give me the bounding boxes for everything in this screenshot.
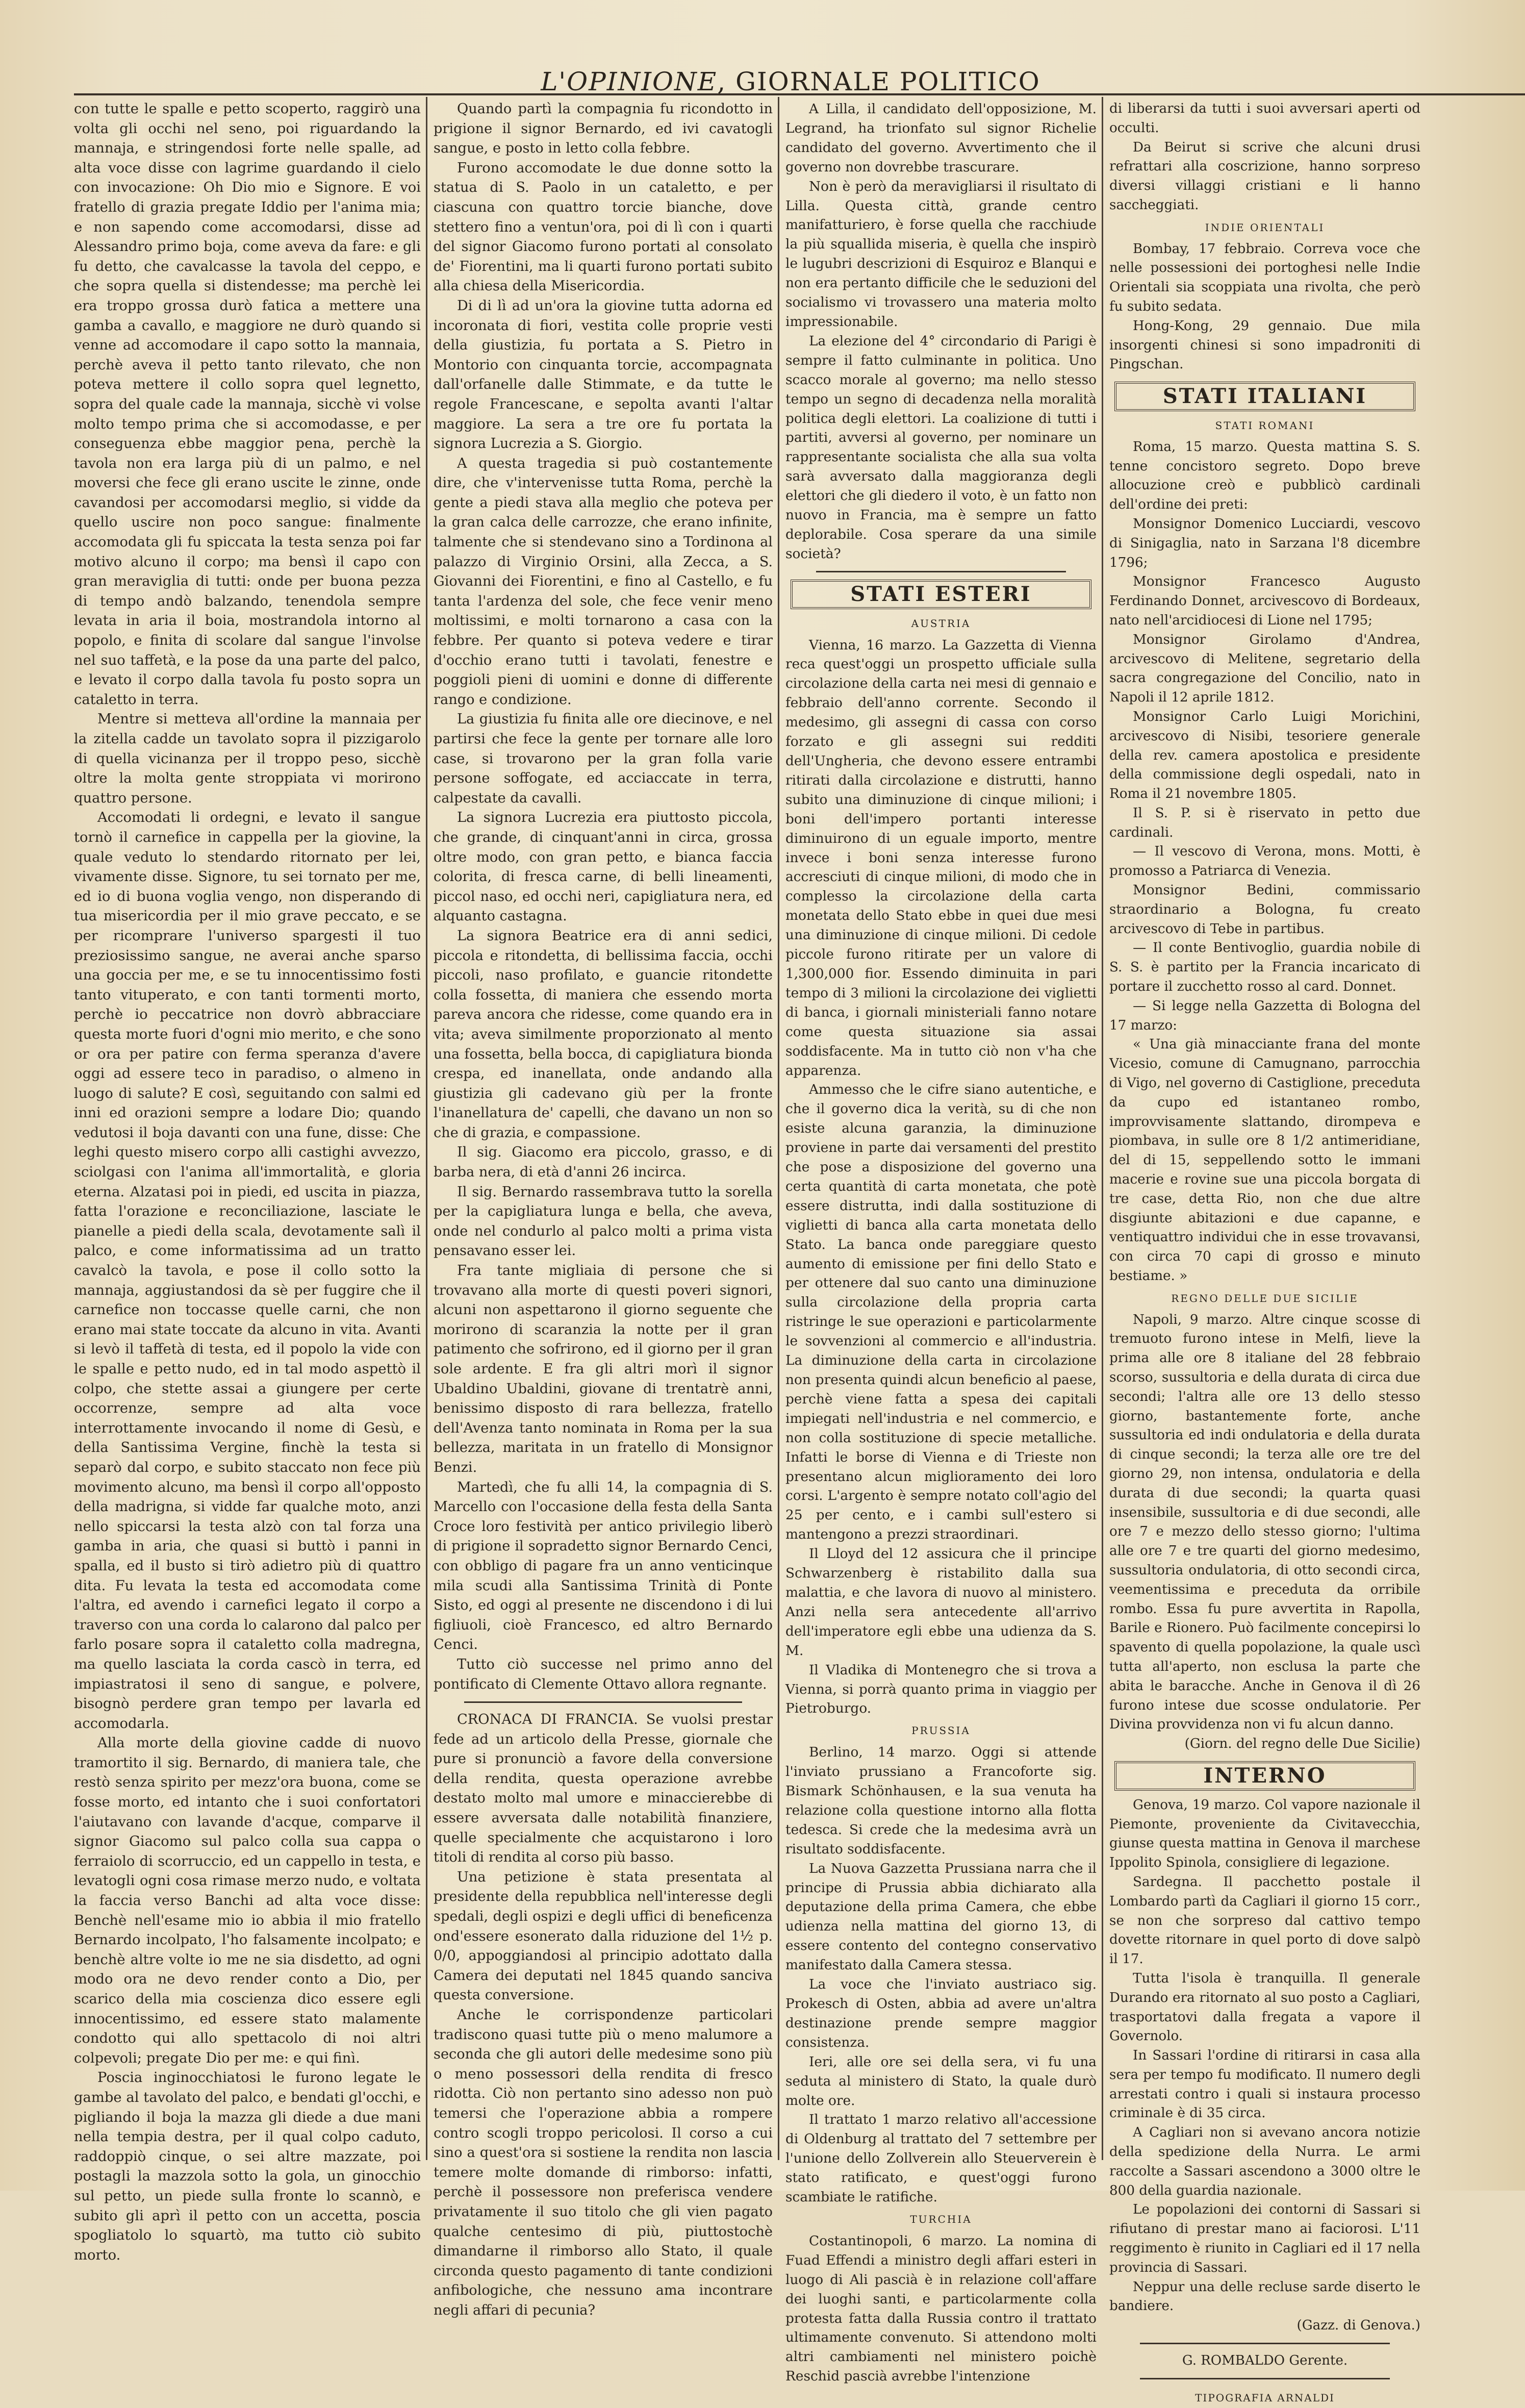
source-credit: (Giorn. del regno delle Due Sicilie) — [1184, 1736, 1420, 1752]
paragraph: Il sig. Giacomo era piccolo, grasso, e di barba nera, di età d'anni 26 incirca. — [434, 1144, 773, 1181]
paragraph: Il Lloyd del 12 assicura che il principe Schwarzenberg è ristabilito dalla sua malattia, e che lavora di nuovo al ministero. Anzi nella sera antecedente all'arrivo dell'imperatore egli ebbe una udienza da S. M. — [785, 1546, 1097, 1659]
paragraph: La elezione del 4° circondario di Parigi è sempre il fatto culminante in politica. Uno scacco morale al governo; ma nello stesso tempo un segno di decadenza nella moralità politica degli elettori. La coalizione di tutti i partiti, avversi al governo, per nominare un rappresentante socialista che alla sua volta sarà avversato dalla maggioranza degli elettori che gli diedero il voto, è un fatto non nuovo in Francia, ma è sempre un fatto deplorabile. Cosa sperare da una simile società? — [785, 333, 1097, 562]
paragraph: Di di lì ad un'ora la giovine tutta adorna ed incoronata di fiori, vestita colle proprie vesti della giustizia, fu portata a S. Pietro in Montorio con cinquanta torcie, accompagnata dall'orfanelle dalle Stimmate, e da tutte le regole Francescane, e sepolta avanti l'altar maggiore. La sera a tre ore fu portata la signora Lucrezia a S. Giorgio. — [434, 297, 773, 452]
paragraph: Martedì, che fu alli 14, la compagnia di S. Marcello con l'occasione della festa della Santa Croce loro festività per antico privilegio liberò di prigione il sopradetto signor Bernardo Cenci, con obbligo di pagare fra un anno venticinque mila scudi alla Santissima Trinità di Ponte Sisto, ed oggi al presente ne discendono i di lui figliuoli, cioè Francesco, ed altro Bernardo Cenci. — [434, 1479, 773, 1653]
paragraph: In Sassari l'ordine di ritirarsi in casa alla sera per tempo fu modificato. Il numero degli arrestati contro i quali si instaura processo criminale è di 35 circa. — [1109, 2048, 1420, 2121]
paragraph: Una petizione è stata presentata al presidente della repubblica nell'interesse degli spedali, degli ospizi e degli uffici di beneficenza ond'essere esonerato dalla riduzione del 1½ p. 0/0, appoggiandosi al principio adottato dalla Camera dei deputati nel 1845 quando sanciva questa conversione. — [434, 1869, 773, 2003]
subhead-stati-romani: STATI ROMANI — [1215, 419, 1315, 432]
paragraph: Furono accomodate le due donne sotto la statua di S. Paolo in un cataletto, e per ciascuna con quattro torcie bianche, dove stettero fino a ventun'ora, poi di lì con i quarti del signor Giacomo furono portati al consolato de' Fiorentini, ma li quarti furono portati subito alla chiesa della Misericordia. — [434, 160, 773, 294]
section-banner-interno: INTERNO — [1114, 1761, 1415, 1791]
header-rule — [74, 93, 1525, 95]
paragraph: Ieri, alle ore sei della sera, vi fu una seduta al ministero di Stato, la quale durò molte ore. — [785, 2053, 1097, 2109]
paragraph: Il trattato 1 marzo relativo all'accessione di Oldenburg al trattato del 7 settembre per l'unione dello Zollverein allo Steuerverein è stato ratificato, e quest'oggi furono scambiate le ratifiche. — [785, 2112, 1097, 2205]
subhead-due-sicilie: REGNO DELLE DUE SICILIE — [1171, 1292, 1359, 1305]
section-divider — [816, 571, 1066, 572]
paragraph: Hong-Kong, 29 gennaio. Due mila insorgenti chinesi si sono impadroniti di Pingschan. — [1109, 318, 1420, 372]
paragraph: — Il conte Bentivoglio, guardia nobile di S. S. è partito per la Francia incaricato di portare il zucchetto rosso al card. Donnet. — [1109, 940, 1420, 995]
tipografia-imprint: TIPOGRAFIA ARNALDI — [1195, 2391, 1335, 2404]
paragraph: Genova, 19 marzo. Col vapore nazionale il Piemonte, proveniente da Civitavecchia, giunse questa mattina in Genova il marchese Ippolito Spinola, consigliere di legazione. — [1109, 1797, 1420, 1871]
paragraph: CRONACA DI FRANCIA. Se vuolsi prestar fede ad un articolo della Presse, giornale che pure si pronunciò a favore della conversione della rendita, questa operazione avrebbe destato molto mal umore e minaccierebbe di essere avversata dalle notabilità finanziere, quelle specialmente che acquistarono i loro titoli di rendita al corso più basso. — [434, 1712, 773, 1866]
masthead-subtitle: , GIORNALE POLITICO — [717, 67, 1040, 96]
paragraph: Monsignor Bedini, commissario straordinario a Bologna, fu creato arcivescovo di Tebe in partibus. — [1109, 883, 1420, 937]
column-separator — [778, 97, 779, 2160]
column-2 — [434, 99, 773, 2318]
section-banner-stati-esteri: STATI ESTERI — [791, 580, 1091, 609]
paragraph: Anche le corrispondenze particolari tradiscono quasi tutte più o meno malumore a seconda che gli autori delle medesime sono più o meno possessori della rendita di fresco ridotta. Ciò non pertanto sino adesso non può temersi che l'operazione abbia a rompere contro scogli troppo pericolosi. Il corso a cui sino a quest'ora si sostiene la rendita non lascia temere molte domande di rimborso: infatti, perchè il possessore non preferisca vendere privatamente il suo titolo che gli vien pagato qualche centesimo di più, piuttostochè dimandarne il rimborso allo Stato, il quale circonda questo pagamento di tante condizioni anfibologiche, che nessuno ama incontrare negli affari di pecunia? — [434, 2007, 773, 2318]
paragraph: Poscia inginocchiatosi le furono legate le gambe al tavolato del palco, e bendati gl'occhi, e pigliando il boja la mazza gli diede a due mani nella tempia destra, per il qual colpo caduto, raddoppiò cinque, o sei altre mazzate, poi postagli la mazzola sotto la gola, un ginocchio sul petto, un piede sulla fronte lo scannò, e subito gli aprì il petto con un accetta, poscia spogliatolo lo squartò, ma tutto ciò subito morto. — [74, 2070, 421, 2263]
column-separator — [1102, 97, 1103, 2160]
source-credit: (Gazz. di Genova.) — [1297, 2318, 1420, 2334]
subhead-austria: AUSTRIA — [911, 617, 971, 630]
paragraph: Roma, 15 marzo. Questa mattina S. S. tenne concistoro segreto. Dopo breve allocuzione creò e pubblicò cardinali dell'ordine dei preti: — [1109, 439, 1420, 513]
subhead-turchia: TURCHIA — [910, 2213, 972, 2225]
paragraph: Alla morte della giovine cadde di nuovo tramortito il sig. Bernardo, di maniera tale, che restò senza spirito per mezz'ora buona, come se fosse morto, ed intanto che i suoi confortatori l'aiutavano con lavande d'acque, comparve il signor Giacomo sul palco colla sua cappa o ferraiolo di scorruccio, ed un cappello in testa, e levatogli ogni cosa rimase merzo nudo, e voltata la faccia verso Banchi ad alta voce disse: Benchè nell'esame mio io abbia il mio fratello Bernardo incolpato, l'ho falsamente incolpato; e benchè altre volte io me ne sia disdetto, ad ogni modo ora ne devo render conto a Dio, per scarico della mia coscienza dico essere egli innocentissimo, ed essere stato malamente condotto qui allo spettacolo di noi altri colpevoli; pregate Dio per me: e qui finì. — [74, 1735, 421, 2066]
paragraph: Monsignor Francesco Augusto Ferdinando Donnet, arcivescovo di Bordeaux, nato nell'arcidiocesi di Lione nel 1795; — [1109, 574, 1420, 628]
paragraph: Il sig. Bernardo rassembrava tutto la sorella per la capigliatura lunga e bella, che aveva, onde nel condurlo al palco molti a prima vista pensavano esser lei. — [434, 1184, 773, 1259]
paragraph: Neppur una delle recluse sarde diserto le bandiere. — [1109, 2279, 1420, 2314]
paragraph: Quando partì la compagnia fu ricondotto in prigione il signor Bernardo, ed ivi cavatogli sangue, e posto in letto colla febbre. — [434, 101, 773, 157]
paragraph: — Il vescovo di Verona, mons. Motti, è promosso a Patriarca di Venezia. — [1109, 844, 1420, 879]
section-banner-stati-italiani: STATI ITALIANI — [1114, 382, 1415, 411]
section-divider — [1140, 2343, 1390, 2344]
subhead-prussia: PRUSSIA — [911, 1724, 971, 1737]
paragraph: La Nuova Gazzetta Prussiana narra che il principe di Prussia abbia dichiarato alla deputazione della prima Camera, che ebbe udienza nella mattina del giorno 13, di essere contento del contegno conservativo manifestato dalla Camera stessa. — [785, 1860, 1097, 1973]
paragraph: Napoli, 9 marzo. Altre cinque scosse di tremuoto furono intese in Melfi, lieve la prima alle ore 8 italiane del 28 febbraio scorso, sussultoria e della durata di circa due secondi; l'altra alle ore 13 dello stesso giorno, bastantemente forte, anche sussultoria ed indi ondulatoria e della durata di cinque secondi; la terza alle ore tre del giorno 29, non intensa, ondulatoria e della durata di due secondi; la quarta quasi insensibile, sussultoria e di due secondi, alle ore 7 e mezzo dello stesso giorno; l'ultima alle ore 7 e tre quarti del giorno medesimo, sussultoria ondulatoria, di otto secondi circa, veementissima e preceduta da orribile rombo. Essa fu pure avvertita in Rapolla, Barile e Rionero. Può facilmente concepirsi lo spavento di quella popolazione, la quale uscì tutta all'aperto, non esclusa la parte che abita le baracche. Anche in Genova il dì 26 furono intese due scosse ondulatorie. Per Divina provvidenza non vi fu alcun danno. — [1109, 1312, 1420, 1733]
paragraph: A questa tragedia si può costantemente dire, che v'intervenisse tutta Roma, perchè la gente a piedi stava alla meglio che poteva per la gran calca delle carrozze, che erano infinite, talmente che si stendevano sino a Tordinona al palazzo di Virginio Orsini, alla Zecca, a S. Giovanni dei Fiorentini, e fino al Castello, e fu tanta l'ardenza del sole, che fece venir meno moltissimi, e molti tornarono a casa con la febbre. Per quanto si poteva vedere e tirar d'occhio erano tutti i tavolati, fenestre e poggioli pieni di uomini e donne di differente rango e condizione. — [434, 455, 773, 708]
paragraph: Fra tante migliaia di persone che si trovavano alla morte di questi poveri signori, alcuni non aspettarono il giorno seguente che morirono di scaranzia la notte per il gran patimento che sofrirono, ed il giorno per il gran sole ardente. E fra gli altri morì il signor Ubaldino Ubaldini, giovane di trentatrè anni, benissimo disposto di rara bellezza, fratello dell'Avenza tanto nominata in Roma per la sua bellezza, maritata in un fratello di Monsignor Benzi. — [434, 1263, 773, 1475]
paragraph: La voce che l'inviato austriaco sig. Prokesch di Osten, abbia ad avere un'altra destinazione prende sempre maggior consistenza. — [785, 1976, 1097, 2050]
paragraph: A Lilla, il candidato dell'opposizione, M. Legrand, ha trionfato sul signor Richelie candidato del governo. Avvertimento che il governo non dovrebbe trascurare. — [785, 101, 1097, 175]
paragraph: Tutto ciò successe nel primo anno del pontificato di Clemente Ottavo allora regnante. — [434, 1656, 773, 1692]
section-divider — [1140, 2378, 1390, 2379]
paragraph: Il S. P. si è riservato in petto due cardinali. — [1109, 805, 1420, 840]
paragraph: Mentre si metteva all'ordine la mannaia per la zitella cadde un tavolato sopra il pizzigarolo di quella vicinanza per il troppo peso, sicchè oltre la molta gente stroppiata vi morirono quattro persone. — [74, 711, 421, 806]
paragraph: Ammesso che le cifre siano autentiche, e che il governo dica la verità, su di che non esiste alcuna garanzia, la diminuzione proviene in parte dai versamenti del prestito che pose a disposizione del governo una certa quantità di carta monetata, che potè essere distrutta, indi dalla sostituzione di viglietti di banca alla carta monetata dello Stato. La banca onde pareggiare questo aumento di emissione per fini dello Stato e per ottenere dal suo canto una diminuzione sulla circolazione della propria carta ristringe le sue operazioni e particolarmente le sovvenzioni al commercio e all'industria. La diminuzione della carta in circolazione non presenta quindi alcun beneficio al paese, perchè viene fatta a spesa dei capitali impiegati nell'industria e nel commercio, e non colla sostituzione di specie metalliche. Infatti le borse di Vienna e di Trieste non presentano alcun miglioramento dei loro corsi. L'argento è sempre notato coll'agio del 25 per cento, e i cambi sull'estero si mantengono a prezzi straordinari. — [785, 1082, 1097, 1543]
section-divider — [464, 1701, 742, 1703]
paragraph: « Una già minacciante frana del monte Vicesio, comune di Camugnano, parrocchia di Vigo, nel governo di Castiglione, preceduta da cupo ed istantaneo rombo, improvvisamente slattando, dirompeva e piombava, in sulle ore 8 1/2 antimeridiane, del di 15, seppellendo sotto le immani macerie e rovine sue una piccola borgata di tre case, detta Rio, non che due altre disgiunte abitazioni e due capanne, e ventiquattro individui che in esse trovavansi, con circa 70 capi di grosso e minuto bestiame. » — [1109, 1037, 1420, 1284]
paragraph: Non è però da meravigliarsi il risultato di Lilla. Questa città, grande centro manifatturiero, è forse quella che racchiude la più squallida miseria, è quella che inspirò le lugubri descrizioni di Esquiroz e Blanqui e non era pertanto difficile che le seduzioni del socialismo vi trovassero una materia molto impressionabile. — [785, 178, 1097, 330]
paragraph: — Si legge nella Gazzetta di Bologna del 17 marzo: — [1109, 998, 1420, 1033]
paragraph: Monsignor Domenico Lucciardi, vescovo di Sinigaglia, nato in Sarzana l'8 dicembre 1796; — [1109, 516, 1420, 570]
paragraph: Costantinopoli, 6 marzo. La nomina di Fuad Effendi a ministro degli affari esteri in luogo di Ali pascià è in relazione coll'affare dei luoghi santi, e particolarmente colla protesta fatta dalla Russia contro il trattato ultimamente convenuto. Si attendono molti altri cambiamenti nel ministero poichè Reschid pascià avrebbe l'intenzione — [785, 2233, 1097, 2385]
paragraph: Berlino, 14 marzo. Oggi si attende l'inviato prussiano a Francoforte sig. Bismark Schönhausen, e la sua venuta ha relazione colla questione intorno alla flotta tedesca. Si crede che la medesima avrà un risultato soddisfacente. — [785, 1744, 1097, 1857]
column-4 — [1109, 99, 1420, 2404]
paragraph: Monsignor Carlo Luigi Morichini, arcivescovo di Nisibi, tesoriere generale della rev. camera apostolica e presidente della commissione degli ospedali, nato in Roma il 21 novembre 1805. — [1109, 709, 1420, 802]
column-separator — [426, 97, 427, 2160]
paragraph: A Cagliari non si avevano ancora notizie della spedizione della Nurra. Le armi raccolte a Sassari ascendono a 3000 oltre le 800 della guardia nazionale. — [1109, 2125, 1420, 2198]
paragraph: Il Vladika di Montenegro che si trova a Vienna, si porrà quanto prima in viaggio per Pietroburgo. — [785, 1662, 1097, 1717]
column-3 — [785, 99, 1097, 2385]
paragraph: Vienna, 16 marzo. La Gazzetta di Vienna reca quest'oggi un prospetto ufficiale sulla circolazione della carta nei mesi di gennaio e febbraio dell'anno corrente. Secondo il medesimo, gli assegni di cassa con corso forzato e gli assegni sui redditi dell'Ungheria, che devono essere entrambi ritirati dalla circolazione e distrutti, hanno subito una diminuzione di cinque milioni; i boni dell'impero portanti interesse diminuirono di un eguale importo, mentre invece i boni senza interesse furono accresciuti di cinque milioni, di modo che in complesso la circolazione della carta monetata dello Stato ebbe in quei due mesi una diminuzione di cinque milioni. Di cedole piccole furono ritirate per un valore di 1,300,000 fior. Essendo diminuita in pari tempo di 3 milioni la circolazione dei viglietti di banca, i giornali ministeriali fanno notare come questa situazione sia assai soddisfacente. Ma in tutto ciò non v'ha che apparenza. — [785, 637, 1097, 1078]
paragraph: La giustizia fu finita alle ore diecinove, e nel partirsi che fece la gente per tornare alle loro case, si trovarono per la gran folla varie persone soffogate, ed acciaccate in terra, calpestate da cavalli. — [434, 711, 773, 806]
paragraph: di liberarsi da tutti i suoi avversari aperti od occulti. — [1109, 101, 1420, 136]
paragraph: con tutte le spalle e petto scoperto, raggirò una volta gli occhi nel seno, poi riguardando la mannaja, e stringendosi forte nelle spalle, ad alta voce disse con lagrime guardando il cielo con invocazione: Oh Dio mio e Signore. E voi fratello di grazia pregate Iddio per l'anima mia; e non sapendo come accomodarsi, disse ad Alessandro primo boja, come aveva da fare: e gli fu detto, che cavalcasse la tavola del ceppo, e che sopra quella si distendesse; ma perchè lei era troppo grossa durò fatica a mettere una gamba a cavallo, e maggiore ne durò quando si venne ad accomodare il capo sotto la mannaia, perchè aveva il petto tanto rilevato, che non poteva mettere il collo sopra quel legnetto, sopra del quale cade la mannaja, sicchè vi volse molto tempo prima che si accomodasse, e per conseguenza ebbe maggior pena, perchè la tavola non era larga più di un palmo, e nel moversi che fece gli erano uscite le zinne, onde cavandosi per accomodarsi meglio, si vidde da quello uscire non poco sangue: finalmente accomodata gli fu spiccata la testa senza poi far motivo alcuno il corpo; ma bensì il capo con gran meraviglia di tutti: onde per buona pezza di tempo andò balzando, tenendola sempre levata in aria il boia, mostrandola intorno al popolo, e finita di scolare dal sangue l'involse nel suo taffetà, e la pose da una parte del palco, e levato il corpo dalla tavola fu posto sopra un cataletto in terra. — [74, 101, 421, 708]
paragraph: Le popolazioni dei contorni di Sassari si rifiutano di prestar mano ai faciorosi. L'11 reggimento è riunito in Cagliari ed il 17 nella provincia di Sassari. — [1109, 2202, 1420, 2275]
paragraph: Accomodati li ordegni, e levato il sangue tornò il carnefice in cappella per la giovine, la quale veduto lo stendardo ritornato per lei, vivamente disse. Signore, tu sei tornato per me, ed io di buona voglia vengo, non disperando di tua misericordia per il mio grave peccato, e se per ricomprare l'universo spargesti il tuo preziosissimo sangue, ne averai anche sparso una goccia per me, e se tu innocentissimo fosti tanto vituperato, e con tanti tormenti morto, perchè io peccatrice non dovrò abbracciare questa morte fuori d'ogni mio merito, e che sono or ora per patire con ferma speranza d'avere oggi ad essere teco in paradiso, o almeno in luogo di salute? E così, seguitando con salmi ed inni ed orazioni sempre a lodare Dio; quando vedutosi il boja davanti con una fune, disse: Che leghi questo misero corpo alli castighi avvezzo, sciolgasi con l'anima all'immortalità, e gloria eterna. Alzatasi poi in piedi, ed uscita in piazza, fatta l'orazione e reconciliazione, lasciate le pianelle a piedi della scala, devotamente salì il palco, e come informatissima ad un tratto cavalcò la tavola, e pose il collo sotto la mannaja, aggiustandosi da sè per fuggire che il carnefice non toccasse quelle carni, che non erano mai state toccate da alcuno in vita. Avanti si levò il taffetà di testa, ed il popolo la vide con le spalle e petto nudo, ed in tal modo aspettò il colpo, che stette assai a giungere per certe occorrenze, sempre ad alta voce interrottamente invocando il nome di Gesù, e della Santissima Vergine, finchè la testa si separò dal corpo, e subito staccato non fece più movimento alcuno, ma bensì il corpo all'opposto della madrigna, si vidde far qualche moto, anzi nello spiccarsi la testa alzò con tal forza una gamba in aria, che quasi si buttò i panni in spalla, ed il busto si tirò adietro più di quattro dita. Fu levata la testa ed accomodata come l'altra, ed avendo i carnefici legato il corpo a traverso con una corda lo calarono dal palco per farlo posare sopra il cataletto colla madregna, ma quello lasciata la corda cascò in terra, ed impiastratosi il seno di sangue, e polvere, bisognò perdere gran tempo per lavarla ed accomodarla. — [74, 810, 421, 1732]
paragraph: Tutta l'isola è tranquilla. Il generale Durando era ritornato al suo posto a Cagliari, trasportatovi dalla fregata a vapore il Governolo. — [1109, 1970, 1420, 2044]
paragraph: La signora Lucrezia era piuttosto piccola, che grande, di cinquant'anni in circa, grossa oltre modo, con gran petto, e bianca faccia colorita, di fresca carne, di belli lineamenti, piccol naso, ed occhi neri, capigliatura nera, ed alquanto castagna. — [434, 810, 773, 924]
masthead-title: L'OPINIONE — [541, 67, 718, 96]
gerente-signature: G. ROMBALDO Gerente. — [1182, 2353, 1348, 2369]
paragraph: Monsignor Girolamo d'Andrea, arcivescovo di Melitene, segretario della sacra congregazione del Concilio, nato in Napoli il 12 aprile 1812. — [1109, 632, 1420, 706]
paragraph: Bombay, 17 febbraio. Correva voce che nelle possessioni dei portoghesi nelle Indie Orientali sia scoppiata una rivolta, che però fu subito sedata. — [1109, 241, 1420, 314]
paragraph: Sardegna. Il pacchetto postale il Lombardo partì da Cagliari il giorno 15 corr., se non che sorpreso dal cattivo tempo dovette ritornare in quel porto di dove salpò il 17. — [1109, 1874, 1420, 1967]
paragraph: La signora Beatrice era di anni sedici, piccola e ritondetta, di bellissima faccia, occhi piccoli, naso profilato, e guancie ritondette colla fossetta, di maniera che essendo morta pareva ancora che ridesse, come quando era in vita; aveva similmente proporzionato al mento una fossetta, bella bocca, di capigliatura bionda crespa, ed inanellata, onde andando alla giustizia gli cadevano giù per la fronte l'inanellatura de' capelli, che davano un non so che di grazia, e compassione. — [434, 927, 773, 1141]
paragraph: Da Beirut si scrive che alcuni drusi refrattari alla coscrizione, hanno sorpreso diversi villaggi cristiani e li hanno saccheggiati. — [1109, 139, 1420, 213]
subhead-indie: INDIE ORIENTALI — [1205, 221, 1325, 234]
column-1 — [74, 99, 421, 2263]
